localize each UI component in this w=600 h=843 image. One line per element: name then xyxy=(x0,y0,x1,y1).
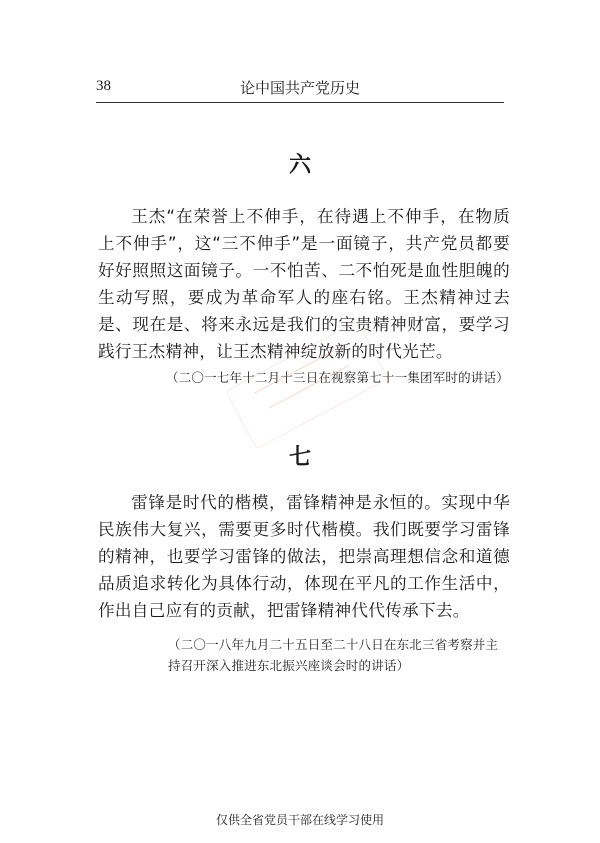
body-paragraph-7: 雷锋是时代的楷模，雷锋精神是永恒的。实现中华民族伟大复兴，需要更多时代楷模。我们既要学习雷锋的精神，也要学习雷锋的做法，把崇高理想信念和道德品质追求转化为具体行动，体现在平凡的工作生活中，作出自己应有的贡献，把雷锋精神代代传承下去。 xyxy=(98,493,510,620)
header-rule xyxy=(96,102,504,103)
section-heading-6: 六 xyxy=(288,153,311,178)
page-number: 38 xyxy=(96,78,111,94)
footer-notice: 仅供全省党员干部在线学习使用 xyxy=(215,813,384,827)
citation-6: （二〇一七年十二月十三日在视察第七十一集团军时的讲话） xyxy=(166,370,509,385)
citation-7: （二〇一八年九月二十五日至二十八日在东北三省考察并主持召开深入推进东北振兴座谈会时的讲话） xyxy=(168,637,499,673)
page-header xyxy=(96,74,504,104)
section-heading-7: 七 xyxy=(288,445,311,470)
body-paragraph-6: 王杰“在荣誉上不伸手，在待遇上不伸手，在物质上不伸手”，这“三不伸手”是一面镜子，共产党员都要好好照照这面镜子。一不怕苦、二不怕死是血性胆魄的生动写照，要成为革命军人的座右铭。王杰精神过去是、现在是、将来永远是我们的宝贵精神财富，要学习践行王杰精神，让王杰精神绽放新的时代光芒。 xyxy=(98,207,510,361)
running-title: 论中国共产党历史 xyxy=(239,79,360,97)
